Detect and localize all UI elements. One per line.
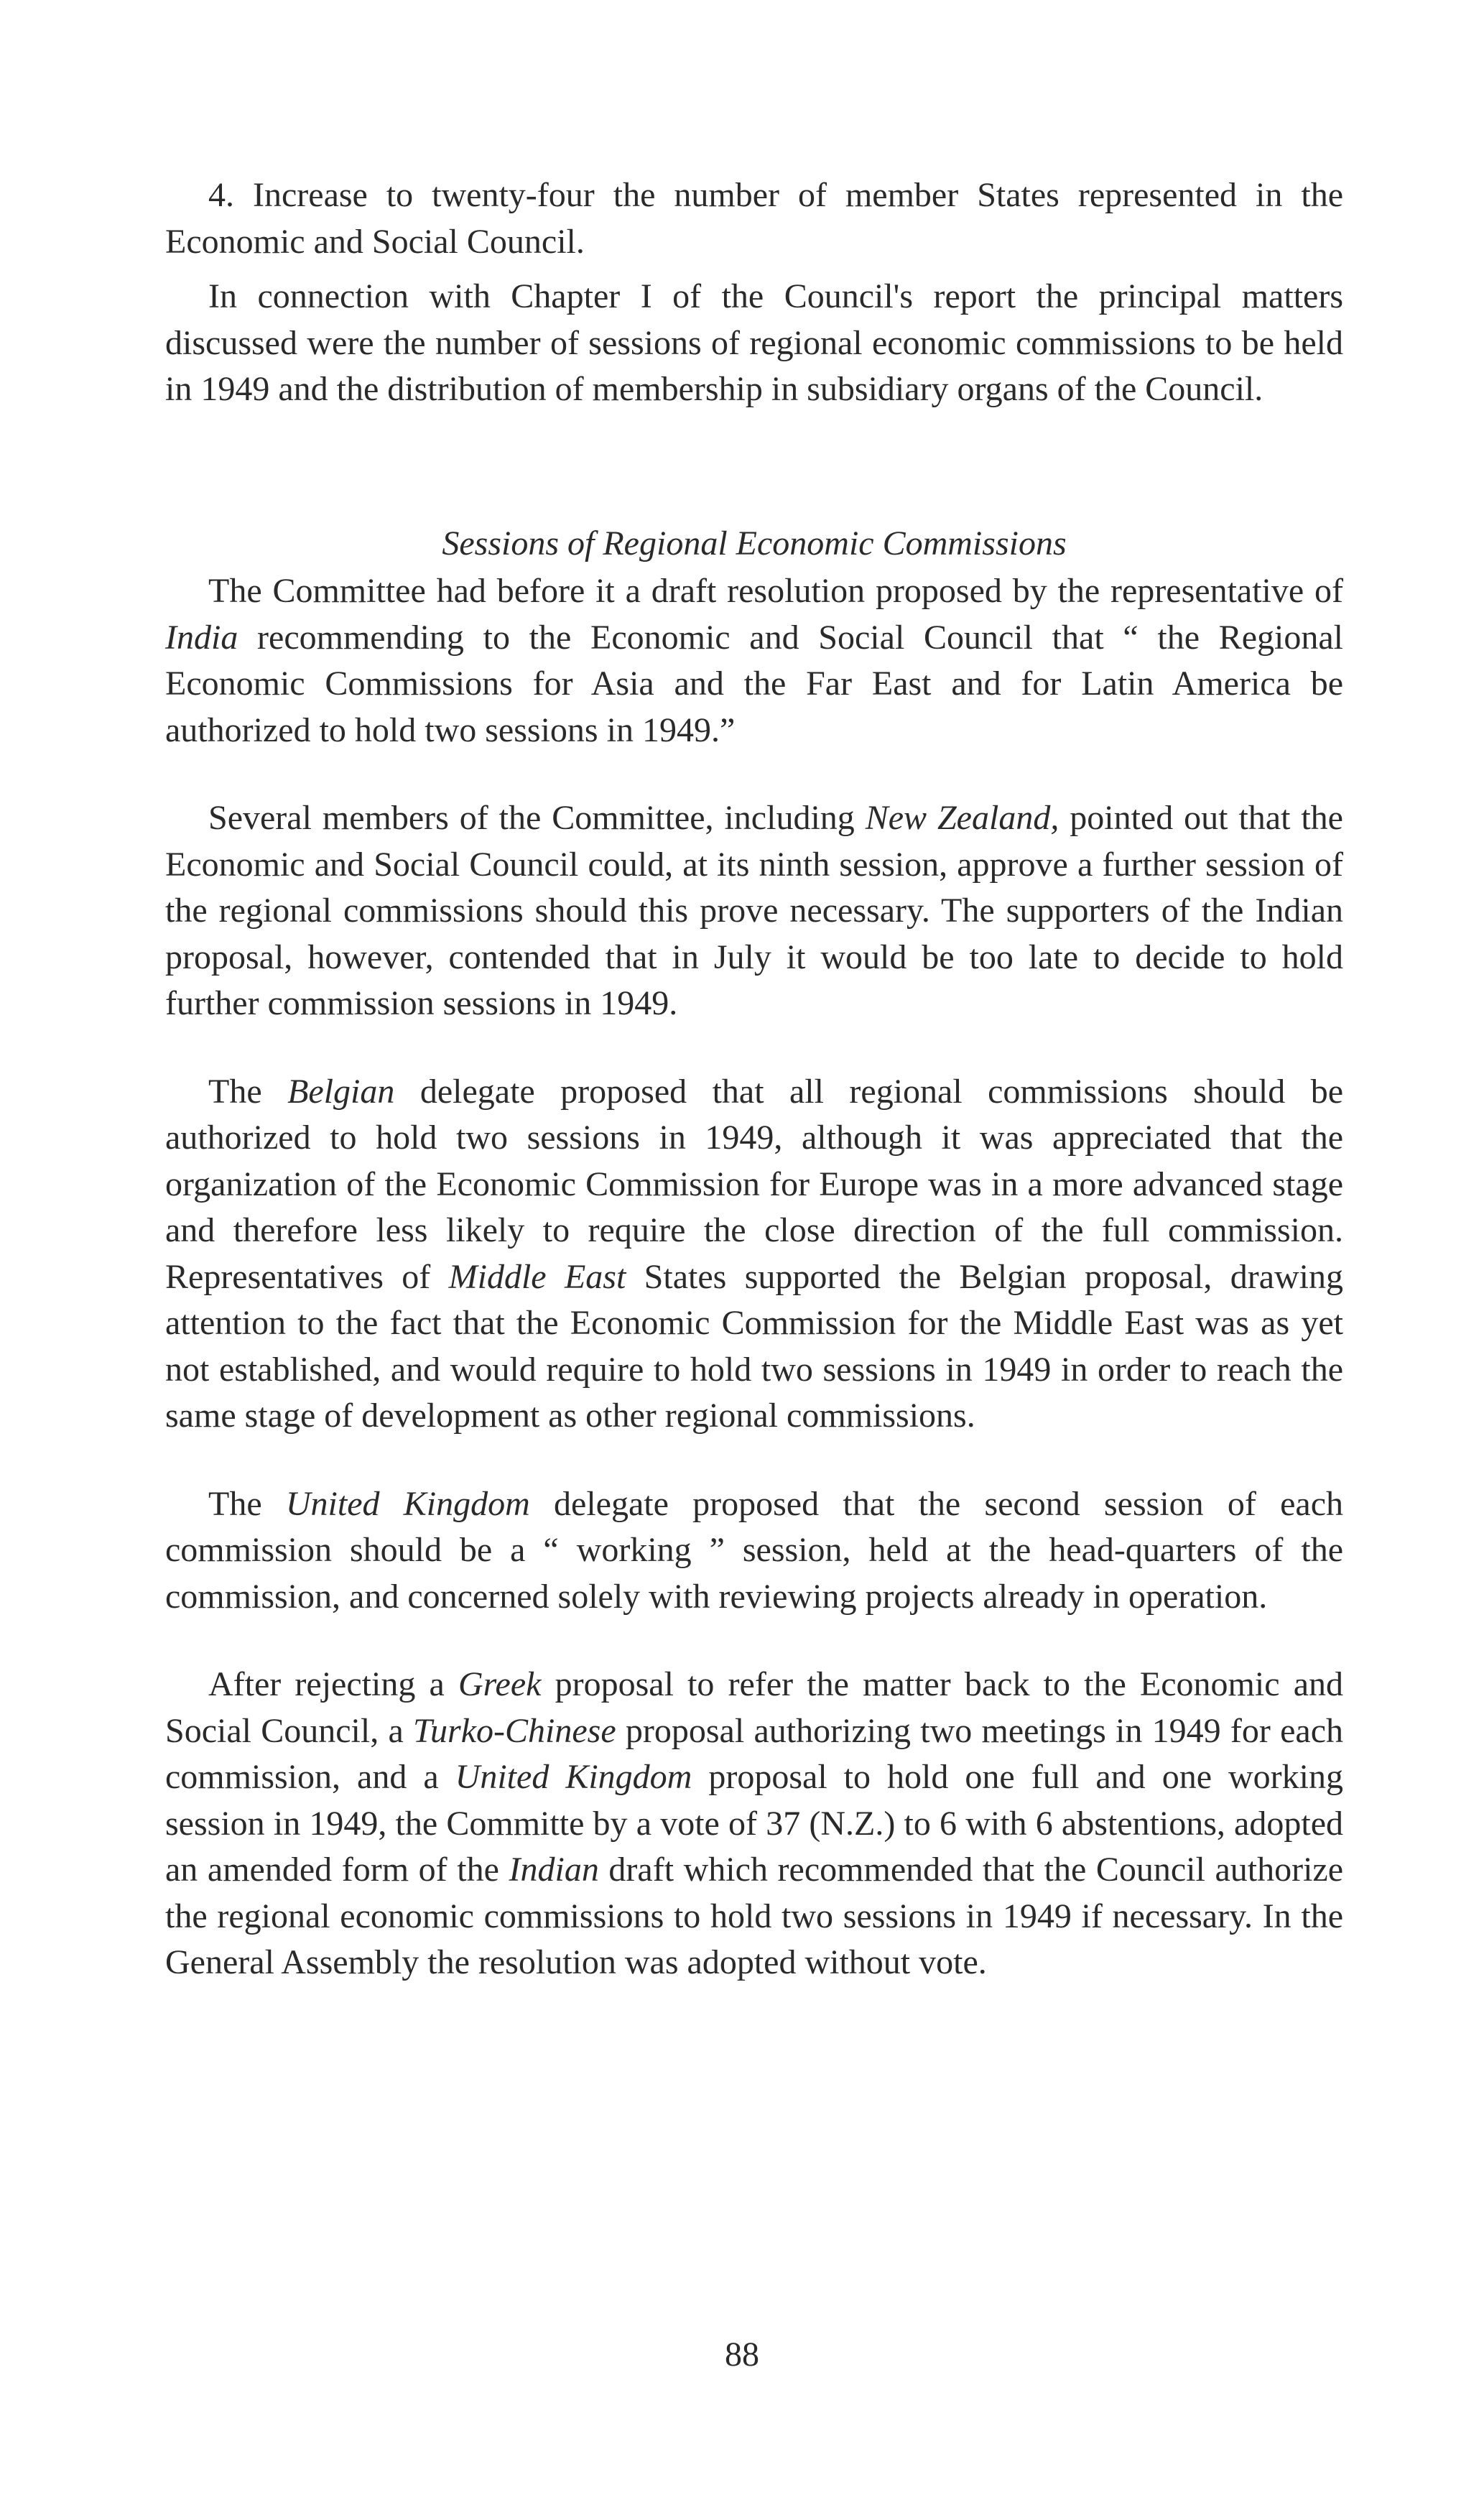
paragraph-draft-resolution (165, 568, 1343, 754)
text-run: Several members of the Committee, including (208, 799, 866, 837)
emphasis-united-kingdom: United Kingdom (285, 1484, 530, 1523)
text-run: pointed out that the Economic and Social Council could, at its ninth session, approve a further session of the regional commissions should this prove necessary. The supporters of the Indian proposal, however, contended that in July it would be too late to decide to hold further commission sessions in 1949. (165, 799, 1343, 1022)
paragraph-united-kingdom (165, 1481, 1343, 1621)
text-run: After rejecting a (208, 1665, 458, 1703)
paragraph-chapter-one: In connection with Chapter I of the Council's report the principal matters discussed were the number of sessions of regional economic commissions to be held in 1949 and the distribution of membership in subsidiary organs of the Council. (165, 277, 1343, 408)
emphasis-greek: Greek (458, 1665, 542, 1703)
emphasis-india: India (165, 618, 238, 657)
emphasis-middle-east: Middle East (448, 1257, 626, 1296)
text-run: delegate proposed that all regional commissions should be authorized to hold two sessions in 1949, although it was appreciated that the organization of the Economic Commission for Europe was in a more advanced stage and therefore less likely to require the close direction of the full commission. Representatives of (165, 1072, 1344, 1296)
emphasis-belgian: Belgian (287, 1072, 395, 1111)
section-heading: Sessions of Regional Economic Commissions (442, 524, 1067, 562)
document-body (165, 172, 1343, 1986)
emphasis-turko-chinese: Turko-Chinese (413, 1711, 616, 1750)
text-run: proposal to hold one full and one working session in 1949, the Committe by a vote of 37 (N.Z.) to 6 with 6 abstentions, adopted an amended form of the (165, 1758, 1343, 1889)
emphasis-indian: Indian (509, 1851, 599, 1889)
text-run: proposal to refer the matter back to the Economic and Social Council, a (165, 1665, 1344, 1750)
text-run: recommending to the Economic and Social Council that “ the Regional Economic Commissions for Asia and the Far East and for Latin America be authorized to hold two sessions in 1949.” (165, 618, 1343, 749)
paragraph-item-4: 4. Increase to twenty-four the number of member States represented in the Economic and Social Council. (165, 176, 1343, 261)
text-run: delegate proposed that the second session of each commission should be a “ working ” session, held at the head-quarters of the commission, and concerned solely with reviewing projects already in operation. (165, 1484, 1344, 1616)
text-run: The (208, 1484, 286, 1523)
text-run: proposal authorizing two meetings in 1949 for each commission, and a (165, 1711, 1343, 1796)
emphasis-new-zealand: New Zealand, (865, 799, 1059, 837)
text-run: draft which recommended that the Council authorize the regional economic commissions to hold two sessions in 1949 if necessary. In the General Assembly the resolution was adopted without vote. (165, 1851, 1344, 1981)
paragraph-belgian (165, 1069, 1343, 1440)
text-run: The Committee had before it a draft resolution proposed by the representative of (208, 572, 1343, 610)
text-run: States supported the Belgian proposal, drawing attention to the fact that the Economic Commission for the Middle East was as yet not established, and would require to hold two sessions in 1949 in order to reach the same stage of development as other regional commissions. (165, 1257, 1344, 1435)
page-number: 88 (725, 2335, 759, 2374)
paragraph-new-zealand (165, 795, 1343, 1027)
text-run: The (208, 1072, 288, 1111)
emphasis-united-kingdom: United Kingdom (455, 1758, 692, 1796)
paragraph-vote (165, 1662, 1343, 1986)
